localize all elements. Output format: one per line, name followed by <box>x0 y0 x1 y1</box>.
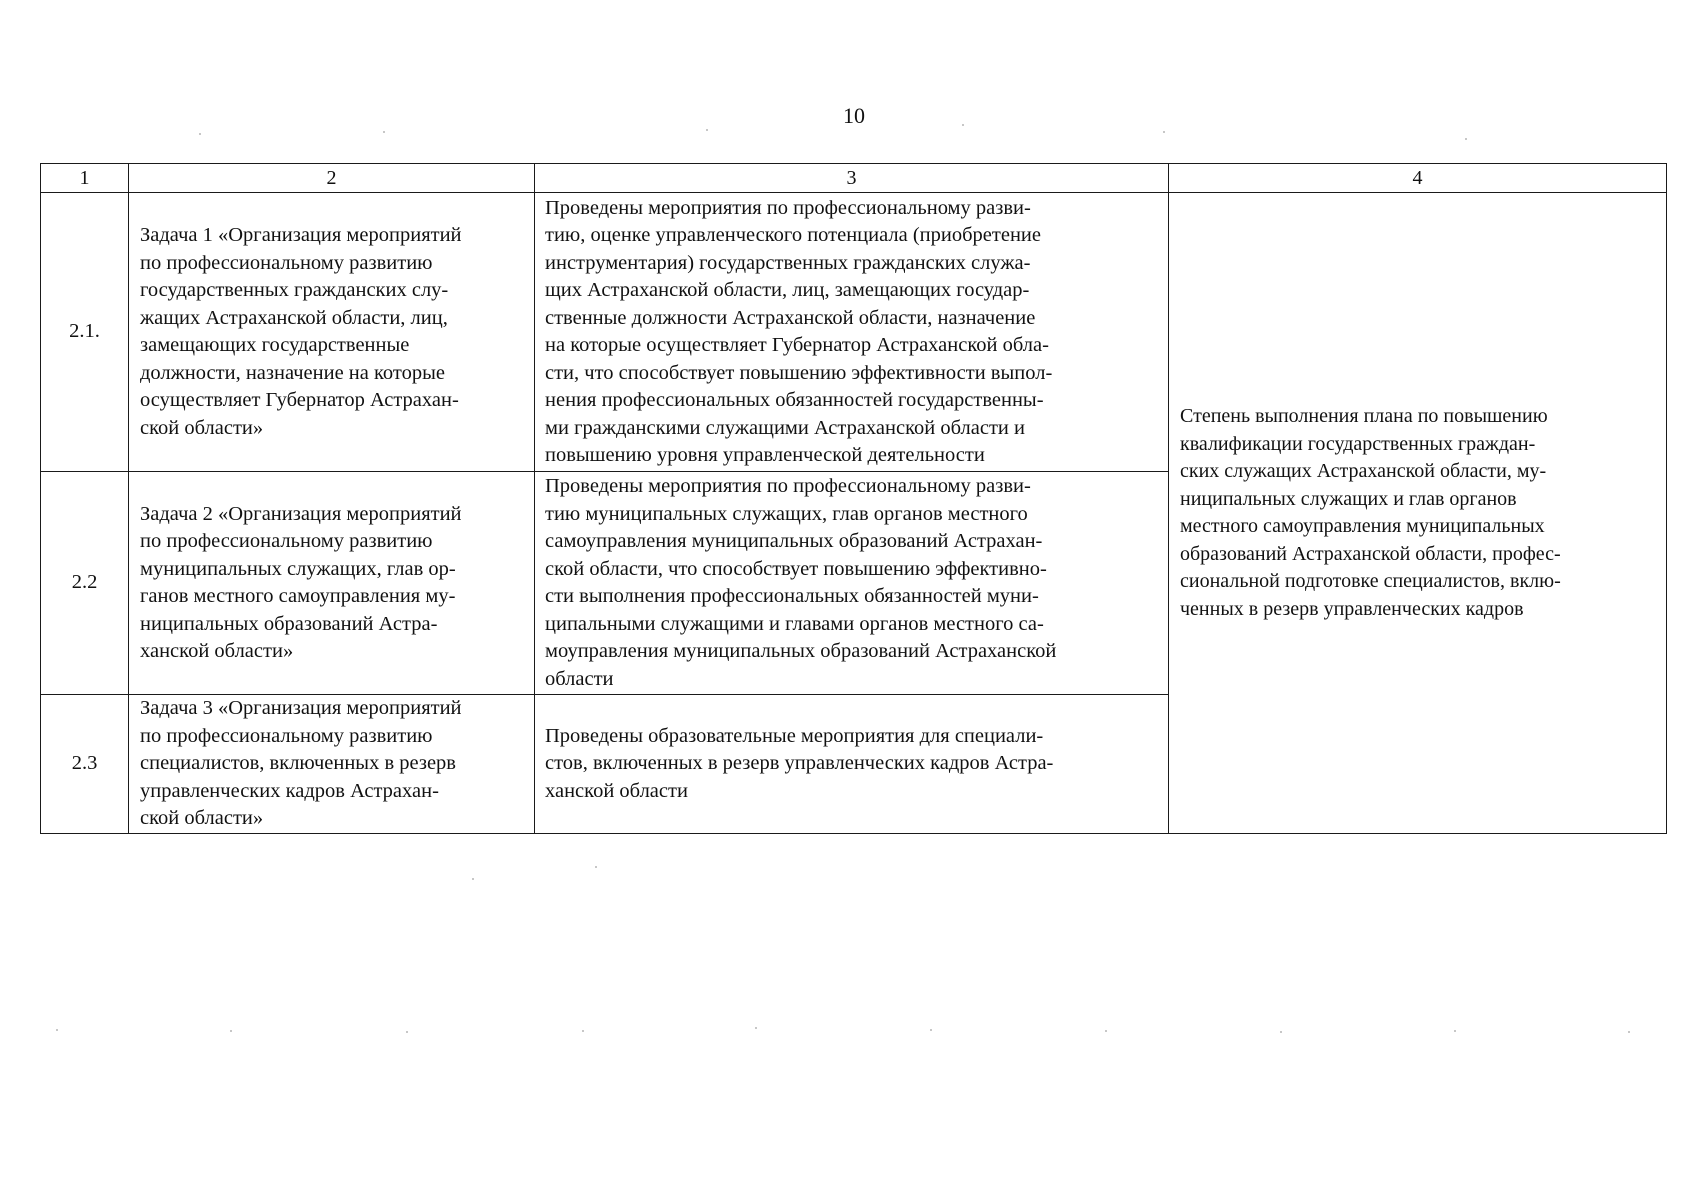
indicator-cell <box>1169 193 1667 834</box>
header-cell-col-3: 3 <box>535 164 1169 193</box>
indicator-text: Степень выполнения плана по повышению квалификации государственных граждан- ских служащих Астраханской области, му- ниципальных служащих и глав органов местного самоуправления муниципальных образований Астраханской области, профес- сиональной подготовке специалистов, вклю- ченных в резерв управленческих кадров <box>1180 405 1561 620</box>
table-row <box>41 193 1667 472</box>
task-text: Задача 1 «Организация мероприятий по профессиональному развитию государственных гражданских слу- жащих Астраханской области, лиц, замещающих государственные должности, назначение на которые осуществляет Губернатор Астрахан- ской области» <box>140 224 462 439</box>
scan-dot <box>1628 1031 1630 1033</box>
scan-dot <box>755 1027 757 1029</box>
scan-dot <box>199 133 201 135</box>
scan-dot <box>595 866 597 868</box>
scan-dot <box>230 1030 232 1032</box>
header-cell-col-1: 1 <box>41 164 129 193</box>
scan-dot <box>962 124 964 126</box>
task-text: Задача 3 «Организация мероприятий по профессиональному развитию специалистов, включенных в резерв управленческих кадров Астрахан- ской области» <box>140 697 462 830</box>
scan-dot <box>1105 1030 1107 1032</box>
scan-dot <box>1454 1030 1456 1032</box>
task-cell <box>129 695 535 834</box>
result-text: Проведены мероприятия по профессиональному разви- тию муниципальных служащих, глав органов местного самоуправления муниципальных образований Астрахан- ской области, что способствует повышению эффективно- сти выполнения профессиональных обязанностей муни- ципальными служащими и главами органов местного са- моуправления муниципальных образований Астраханской области <box>545 475 1057 690</box>
scan-dot <box>406 1031 408 1033</box>
task-cell <box>129 472 535 695</box>
result-cell <box>535 472 1169 695</box>
scan-dot <box>706 129 708 131</box>
scan-dot <box>582 1030 584 1032</box>
results-table <box>40 163 1667 834</box>
header-cell-col-2: 2 <box>129 164 535 193</box>
header-cell-col-4: 4 <box>1169 164 1667 193</box>
scan-dot <box>930 1029 932 1031</box>
result-cell <box>535 695 1169 834</box>
task-cell <box>129 193 535 472</box>
scan-dot <box>383 131 385 133</box>
result-text: Проведены образовательные мероприятия для специали- стов, включенных в резерв управленческих кадров Астра- ханской области <box>545 724 1054 802</box>
row-number: 2.3 <box>41 695 129 834</box>
scan-dot <box>1465 138 1467 140</box>
row-number: 2.2 <box>41 472 129 695</box>
scan-dot <box>1280 1031 1282 1033</box>
result-text: Проведены мероприятия по профессиональному разви- тию, оценке управленческого потенциала (приобретение инструментария) государственных гражданских служа- щих Астраханской области, лиц, замещающих государ- ственные должности Астраханской области, назначение на которые осуществляет Губернатор Астраханской обла- сти, что способствует повышению эффективности выпол- нения профессиональных обязанностей государственны- ми гражданскими служащими Астраханской области и повышению уровня управленческой деятельности <box>545 196 1053 466</box>
table-header-row <box>41 164 1667 193</box>
scan-dot <box>472 878 474 880</box>
row-number: 2.1. <box>41 193 129 472</box>
result-cell <box>535 193 1169 472</box>
scan-dot <box>56 1029 58 1031</box>
task-text: Задача 2 «Организация мероприятий по профессиональному развитию муниципальных служащих, глав ор- ганов местного самоуправления му- ниципальных образований Астра- ханской области» <box>140 502 462 662</box>
page-number: 10 <box>843 103 865 128</box>
scan-dot <box>1163 131 1165 133</box>
